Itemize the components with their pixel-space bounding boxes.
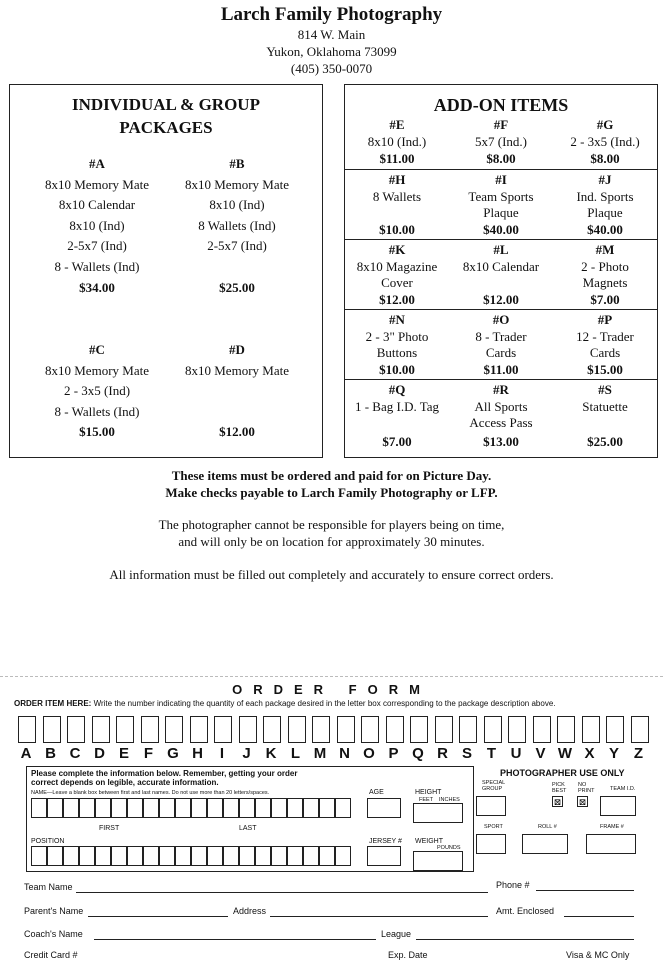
character-cell[interactable] [159, 798, 175, 818]
amount-enclosed-field[interactable] [564, 916, 634, 917]
quantity-box-i[interactable] [214, 716, 232, 743]
order-instruction-bold: ORDER ITEM HERE: [14, 699, 92, 708]
parents-name-field[interactable] [88, 916, 228, 917]
addon-desc-2: Cards [589, 345, 621, 360]
addon-e[interactable] [345, 117, 449, 169]
character-cell[interactable] [47, 798, 63, 818]
addon-code: #S [598, 382, 612, 397]
character-cell[interactable] [239, 798, 255, 818]
character-cell[interactable] [335, 798, 351, 818]
package-item: 8 Wallets (Ind) [198, 217, 276, 233]
character-cell[interactable] [191, 846, 207, 866]
addon-desc: All Sports [474, 398, 528, 414]
quantity-box-f[interactable] [141, 716, 159, 743]
letter-label: Y [608, 745, 619, 762]
quantity-box-z[interactable] [631, 716, 649, 743]
character-cell[interactable] [207, 798, 223, 818]
quantity-box-s[interactable] [459, 716, 477, 743]
addon-i[interactable] [449, 172, 553, 240]
addon-code: #M [595, 242, 615, 257]
character-cell[interactable] [207, 846, 223, 866]
addon-price: $12.00 [483, 292, 519, 307]
city-state-zip: Yukon, Oklahoma 73099 [266, 44, 397, 59]
addon-code: #P [597, 312, 613, 327]
character-cell[interactable] [127, 798, 143, 818]
visa-mc-label: Visa & MC Only [566, 950, 630, 960]
addon-desc-2: Buttons [376, 345, 418, 360]
addon-code: #O [492, 312, 510, 327]
frame-label: FRAME # [600, 824, 624, 830]
addon-desc: 2 - 3" Photo [365, 328, 429, 344]
package-item: 8x10 Calendar [58, 197, 136, 213]
addon-code: #R [493, 382, 509, 397]
order-deadline-note: These items must be ordered and paid for on Picture Day. [171, 468, 492, 483]
package-item: 8x10 (Ind) [209, 197, 265, 213]
quantity-box-j[interactable] [239, 716, 257, 743]
addons-title: ADD-ON ITEMS [433, 95, 569, 115]
character-cell[interactable] [95, 798, 111, 818]
letter-label: K [265, 745, 277, 762]
package-price: $34.00 [79, 279, 115, 295]
package-b[interactable] [162, 154, 312, 298]
letter-label: M [313, 745, 327, 762]
addon-desc: 8 - Trader [475, 328, 527, 344]
info-instruction-2: correct depends on legible, accurate information. [31, 778, 219, 787]
character-cell[interactable] [31, 846, 47, 866]
last-name-label: LAST [239, 825, 257, 832]
quantity-box-l[interactable] [288, 716, 306, 743]
quantity-box-a[interactable] [18, 716, 36, 743]
letter-label: W [557, 745, 573, 762]
addon-price: $40.00 [483, 222, 519, 237]
jersey-label: JERSEY # [369, 838, 402, 845]
addon-row-2 [345, 169, 657, 240]
first-name-label: FIRST [99, 825, 120, 832]
letter-label: G [167, 745, 179, 762]
addon-price: $11.00 [379, 151, 415, 166]
package-spacer [162, 381, 312, 402]
addon-desc-2: Cards [485, 345, 517, 360]
addon-desc: 12 - Trader [576, 328, 634, 344]
quantity-box-d[interactable] [92, 716, 110, 743]
addon-price: $7.00 [590, 292, 620, 307]
roll-label: ROLL # [538, 824, 557, 830]
packages-title-line2: PACKAGES [119, 118, 213, 137]
addon-j[interactable] [553, 172, 657, 240]
letter-label: F [143, 745, 154, 762]
league-field[interactable] [416, 939, 634, 940]
quantity-box-o[interactable] [361, 716, 379, 743]
letter-label: Q [412, 745, 424, 762]
addon-desc: Ind. Sports [576, 188, 634, 204]
letter-label: X [584, 745, 595, 762]
package-item: 2 - 3x5 (Ind) [63, 383, 131, 399]
letter-label: B [45, 745, 56, 762]
height-field[interactable] [413, 803, 463, 823]
character-cell[interactable] [223, 846, 239, 866]
special-group-label: SPECIAL GROUP [482, 780, 506, 792]
quantity-box-m[interactable] [312, 716, 330, 743]
addon-h[interactable] [345, 172, 449, 240]
character-cell[interactable] [31, 798, 47, 818]
addon-desc: Team Sports [468, 188, 534, 204]
letter-label: T [486, 745, 497, 762]
addon-price: $25.00 [587, 434, 623, 449]
parents-name-label: Parent's Name [24, 906, 84, 916]
quantity-box-e[interactable] [116, 716, 134, 743]
package-label: #A [89, 156, 105, 171]
addon-desc: Statuette [582, 398, 628, 414]
customer-info-box [26, 766, 474, 872]
letter-label: I [219, 745, 225, 762]
addon-code: #I [495, 172, 507, 187]
quantity-box-y[interactable] [606, 716, 624, 743]
package-price: $12.00 [219, 424, 255, 440]
addon-s[interactable] [553, 382, 657, 454]
letter-label: S [461, 745, 472, 762]
age-label: AGE [369, 789, 384, 796]
quantity-box-u[interactable] [508, 716, 526, 743]
addon-price: $7.00 [382, 434, 412, 449]
addon-k[interactable] [345, 242, 449, 310]
character-cell[interactable] [319, 846, 335, 866]
order-instruction [14, 699, 654, 708]
addon-desc: 8 Wallets [372, 188, 422, 204]
addon-desc-2: Plaque [483, 205, 519, 220]
league-label: League [381, 929, 412, 939]
coachs-name-label: Coach's Name [24, 929, 83, 939]
addon-price: $15.00 [587, 362, 623, 377]
addon-f[interactable] [449, 117, 553, 169]
package-item: 8x10 (Ind) [69, 217, 125, 233]
quantity-box-p[interactable] [386, 716, 404, 743]
character-cell[interactable] [239, 846, 255, 866]
addon-desc: 2 - Photo [581, 258, 629, 274]
pick-best-label: PICK BEST [552, 782, 567, 794]
order-instruction-text: Write the number indicating the quantity of each package desired in the letter box corresponding to the package description above. [93, 699, 556, 708]
character-cell[interactable] [255, 798, 271, 818]
addon-q[interactable] [345, 382, 449, 454]
package-label: #D [229, 342, 245, 357]
expiration-date-label: Exp. Date [388, 950, 428, 960]
addon-price: $40.00 [587, 222, 623, 237]
quantity-box-x[interactable] [582, 716, 600, 743]
character-cell[interactable] [111, 798, 127, 818]
letter-label: A [20, 745, 32, 762]
addon-m[interactable] [553, 242, 657, 310]
package-item: 8x10 Memory Mate [185, 362, 289, 378]
package-label: #C [89, 342, 105, 357]
jersey-field[interactable] [367, 846, 401, 866]
addon-price: $8.00 [486, 151, 516, 166]
sport-label: SPORT [484, 824, 503, 830]
team-id-field[interactable] [600, 796, 636, 816]
accuracy-note: All information must be filled out completely and accurately to ensure correct orders. [109, 567, 554, 582]
phone-field[interactable] [536, 890, 634, 891]
addon-desc-2: Magnets [582, 275, 628, 290]
letter-label: N [339, 745, 350, 762]
phone-number: (405) 350-0070 [290, 61, 373, 76]
name-hint: NAME—Leave a blank box between first and last names. Do not use more than 20 letters/spaces. [31, 790, 270, 796]
character-cell[interactable] [63, 846, 79, 866]
character-cell[interactable] [159, 846, 175, 866]
character-cell[interactable] [287, 846, 303, 866]
addon-o[interactable] [449, 312, 553, 380]
character-cell[interactable] [271, 798, 287, 818]
addon-code: #K [388, 242, 406, 257]
team-id-label: TEAM I.D. [610, 786, 636, 792]
addon-code: #J [598, 172, 612, 187]
weight-label: WEIGHT [415, 838, 443, 845]
height-label: HEIGHT [415, 789, 442, 796]
character-cell[interactable] [175, 846, 191, 866]
character-cell[interactable] [223, 798, 239, 818]
character-cell[interactable] [287, 798, 303, 818]
quantity-box-r[interactable] [435, 716, 453, 743]
addons-box [344, 84, 658, 458]
position-label: POSITION [31, 838, 65, 845]
addon-desc-2: Plaque [587, 205, 623, 220]
payment-note: Make checks payable to Larch Family Photography or LFP. [165, 485, 498, 500]
pounds-label: POUNDS [437, 845, 461, 851]
character-cell[interactable] [47, 846, 63, 866]
addon-p[interactable] [553, 312, 657, 380]
package-item: 8 - Wallets (Ind) [54, 403, 140, 419]
addon-code: #H [388, 172, 406, 187]
coachs-name-field[interactable] [94, 939, 376, 940]
frame-field[interactable] [586, 834, 636, 854]
addon-price: $11.00 [483, 362, 519, 377]
character-cell[interactable] [319, 798, 335, 818]
cut-line [0, 676, 663, 677]
addon-desc: 8x10 Magazine [356, 258, 438, 274]
quantity-box-c[interactable] [67, 716, 85, 743]
no-print-checkbox[interactable]: ⊠ [578, 797, 587, 807]
letter-label: L [290, 745, 301, 762]
credit-card-label: Credit Card # [24, 950, 78, 960]
letter-label: D [94, 745, 105, 762]
addon-code: #E [389, 117, 405, 132]
feet-label: FEET [419, 797, 434, 803]
weight-field[interactable] [413, 851, 463, 871]
addon-row-5 [345, 379, 657, 456]
letter-label: U [510, 745, 522, 762]
phone-label: Phone # [496, 880, 530, 890]
addon-desc: 2 - 3x5 (Ind.) [570, 133, 640, 149]
addon-price: $10.00 [379, 222, 415, 237]
street-address: 814 W. Main [297, 27, 366, 42]
quantity-box-h[interactable] [190, 716, 208, 743]
quantity-box-k[interactable] [263, 716, 281, 743]
no-print-label: NO PRINT [578, 782, 595, 794]
character-cell[interactable] [143, 846, 159, 866]
addon-price: $10.00 [379, 362, 415, 377]
package-item: 8x10 Memory Mate [45, 362, 149, 378]
age-field[interactable] [367, 798, 401, 818]
address-label: Address [233, 906, 267, 916]
addon-row-1 [345, 117, 657, 169]
addon-price: $8.00 [590, 151, 620, 166]
character-cell[interactable] [63, 798, 79, 818]
addon-desc-2: Access Pass [469, 415, 533, 430]
addon-n[interactable] [345, 312, 449, 380]
character-cell[interactable] [303, 846, 319, 866]
letter-label: Z [633, 745, 644, 762]
package-item: 8 - Wallets (Ind) [54, 258, 140, 274]
character-cell[interactable] [111, 846, 127, 866]
addon-desc: 8x10 (Ind.) [367, 133, 427, 149]
package-price: $15.00 [79, 424, 115, 440]
quantity-box-w[interactable] [557, 716, 575, 743]
photographer-use-title: PHOTOGRAPHER USE ONLY [500, 768, 625, 778]
addon-code: #F [493, 117, 509, 132]
quantity-box-q[interactable] [410, 716, 428, 743]
letter-label: R [437, 745, 448, 762]
quantity-box-v[interactable] [533, 716, 551, 743]
package-item: 8x10 Memory Mate [185, 176, 289, 192]
addon-row-4 [345, 309, 657, 380]
addon-price: $12.00 [379, 292, 415, 307]
addon-code: #L [493, 242, 509, 257]
sport-field[interactable] [476, 834, 506, 854]
letter-label: H [192, 745, 203, 762]
package-item: 8x10 Memory Mate [45, 176, 149, 192]
team-name-field[interactable] [76, 892, 488, 893]
info-instruction-1: Please complete the information below. Remember, getting your order [31, 769, 298, 778]
letter-label: C [69, 745, 81, 762]
special-group-field[interactable] [476, 796, 506, 816]
order-form-title: ORDER FORM [232, 682, 431, 697]
package-a[interactable] [22, 154, 172, 298]
addon-desc: 1 - Bag I.D. Tag [354, 398, 440, 414]
amount-enclosed-label: Amt. Enclosed [496, 906, 555, 916]
character-cell[interactable] [303, 798, 319, 818]
pick-best-checkbox[interactable]: ⊠ [553, 797, 562, 807]
addon-code: #N [389, 312, 405, 327]
letter-label: E [118, 745, 129, 762]
character-cell[interactable] [175, 798, 191, 818]
letter-label: J [242, 745, 251, 762]
character-cell[interactable] [255, 846, 271, 866]
package-item: 2-5x7 (Ind) [67, 238, 127, 254]
character-cell[interactable] [335, 846, 351, 866]
addon-g[interactable] [553, 117, 657, 169]
letter-label: O [363, 745, 375, 762]
quantity-box-g[interactable] [165, 716, 183, 743]
character-cell[interactable] [79, 798, 95, 818]
addon-row-3 [345, 239, 657, 310]
package-price: $25.00 [219, 279, 255, 295]
character-cell[interactable] [127, 846, 143, 866]
address-field[interactable] [270, 916, 488, 917]
addon-price: $13.00 [483, 434, 519, 449]
quantity-box-b[interactable] [43, 716, 61, 743]
addon-desc: 8x10 Calendar [462, 258, 540, 274]
punctuality-note-1: The photographer cannot be responsible for players being on time, [158, 517, 505, 532]
addon-code: #G [596, 117, 614, 132]
package-c[interactable] [22, 340, 172, 443]
character-cell[interactable] [143, 798, 159, 818]
team-name-label: Team Name [24, 882, 73, 892]
character-cell[interactable] [191, 798, 207, 818]
punctuality-note-2: and will only be on location for approximately 30 minutes. [178, 534, 485, 549]
addon-desc-2: Cover [381, 275, 413, 290]
quantity-box-n[interactable] [337, 716, 355, 743]
roll-field[interactable] [522, 834, 568, 854]
addon-r[interactable] [449, 382, 553, 454]
character-cell[interactable] [271, 846, 287, 866]
package-d[interactable] [162, 340, 312, 443]
package-spacer [162, 257, 312, 278]
letter-label: P [388, 745, 399, 762]
character-cell[interactable] [79, 846, 95, 866]
package-spacer [162, 402, 312, 423]
character-cell[interactable] [95, 846, 111, 866]
letter-label: V [535, 745, 546, 762]
inches-label: INCHES [439, 797, 460, 803]
business-name: Larch Family Photography [220, 4, 443, 25]
addon-l[interactable] [449, 242, 553, 310]
addon-desc: 5x7 (Ind.) [475, 133, 527, 149]
packages-title-line1: INDIVIDUAL & GROUP [72, 95, 260, 114]
package-item: 2-5x7 (Ind) [207, 238, 267, 254]
quantity-box-t[interactable] [484, 716, 502, 743]
package-label: #B [229, 156, 245, 171]
addon-code: #Q [388, 382, 406, 397]
packages-box [9, 84, 323, 458]
